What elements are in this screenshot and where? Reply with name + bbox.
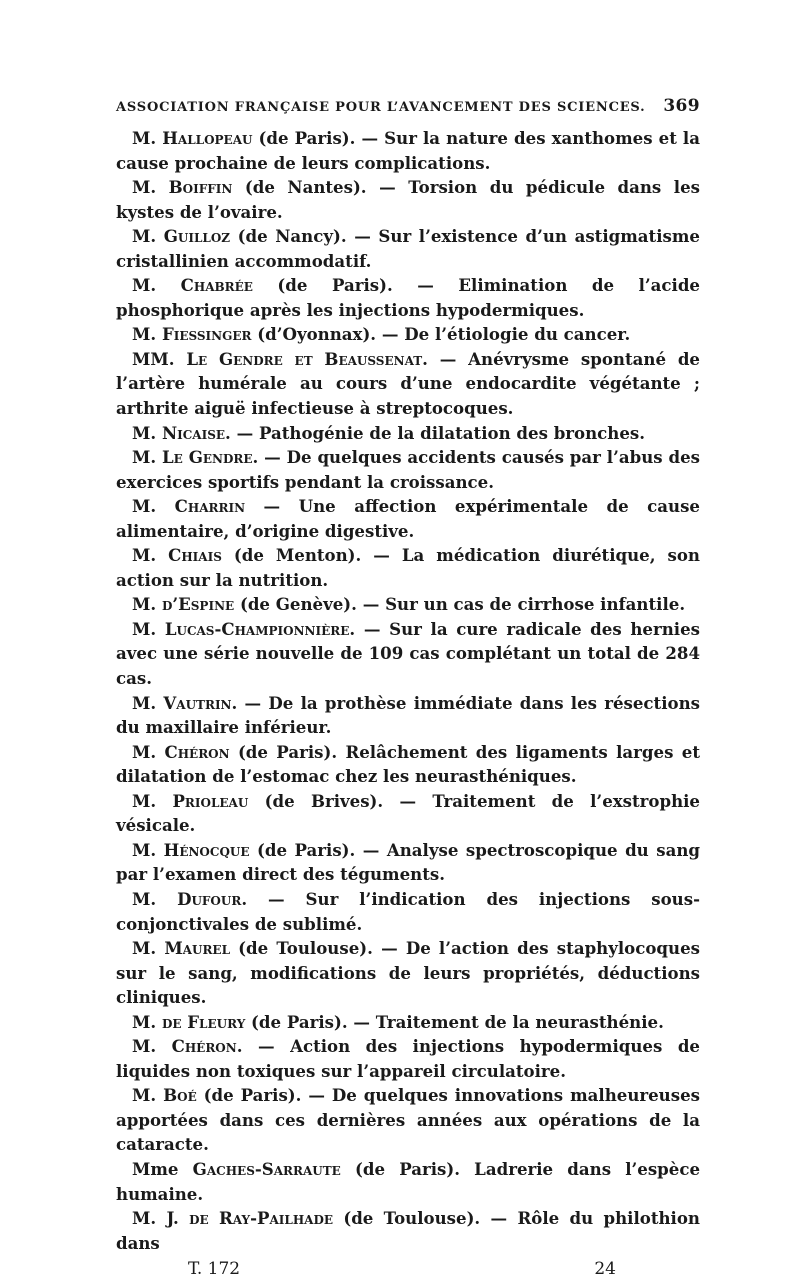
entry-title: (de Menton). — La médication diurétique, son action sur la nutrition. — [116, 545, 700, 590]
entry-title: (de Brives). — Traitement de l’exstrophie vésicale. — [116, 790, 700, 836]
running-head — [116, 96, 700, 118]
entry-title: (d’Oyonnax). — De l’étiologie du cancer. — [251, 324, 631, 345]
author-name: Maurel — [164, 938, 231, 959]
communication-entry — [116, 617, 700, 691]
entry-title: (de Paris). — Analyse spectroscopique du sang par l’examen direct des téguments. — [116, 839, 700, 885]
author-name: Guilloz — [163, 226, 231, 247]
communication-entry — [116, 445, 700, 494]
entry-prefix: M. — [132, 618, 165, 639]
communication-entry — [116, 740, 700, 789]
author-name: Chéron — [164, 741, 230, 762]
author-name: Lucas-Championnière — [164, 618, 350, 639]
entry-title: . — Action des injections hypodermiques de liquides non toxiques sur l’appareil circulatoire. — [116, 1036, 700, 1081]
communication-entry — [116, 322, 700, 347]
communication-entry — [116, 543, 700, 592]
communication-entry — [116, 838, 700, 887]
entry-title: . — Anévrysme spontané de l’artère humérale au cours d’une endocardite végétante ; arthrite aiguë infectieuse à streptocoques. — [116, 348, 700, 419]
page-footer — [116, 1259, 700, 1279]
communication-entry — [116, 421, 700, 446]
author-name: Hallopeau — [162, 128, 253, 148]
entry-prefix: M. — [132, 447, 163, 468]
entry-title: (de Paris). Ladrerie dans l’espèce humaine. — [116, 1158, 701, 1204]
entry-prefix: M. — [132, 226, 164, 247]
entry-title: . — Sur l’indication des injections sous-conjonctivales de sublimé. — [116, 888, 700, 934]
entry-prefix: M. — [132, 692, 164, 713]
communication-entry — [116, 936, 700, 1010]
entry-prefix: M. — [132, 275, 181, 296]
entry-prefix: M. — [132, 496, 175, 517]
entry-prefix: M. — [132, 177, 169, 198]
communication-entry — [116, 887, 700, 936]
author-name: Charrin — [174, 496, 246, 517]
author-name: Le Gendre — [162, 447, 253, 468]
entry-prefix: M. — [132, 839, 164, 860]
entry-prefix: M. — [132, 790, 173, 811]
author-name: de Fleury — [161, 1011, 246, 1032]
entry-prefix: M. — [132, 128, 163, 148]
entry-prefix: M. — [132, 594, 162, 615]
communication-entry — [116, 592, 700, 617]
entry-title: (de Paris). — Sur la nature des xanthomes et la cause prochaine de leurs complications. — [116, 128, 700, 173]
entry-prefix: M. — [132, 422, 162, 443]
author-name: d’Espine — [161, 594, 235, 615]
entry-title: (de Paris). — De quelques innovations malheureuses apportées dans ces dernières années aux opérations de la cataracte. — [116, 1085, 700, 1155]
author-name: Le Gendre et Beaussenat — [186, 348, 423, 369]
page-number: 369 — [663, 96, 700, 116]
communication-entry — [116, 224, 700, 273]
volume-number: T. 172 — [188, 1259, 241, 1279]
entry-title: (de Genève). — Sur un cas de cirrhose infantile. — [234, 594, 686, 615]
entry-title: . — De la prothèse immédiate dans les résections du maxillaire inférieur. — [116, 692, 700, 738]
author-name: Chabrée — [180, 275, 253, 296]
entry-prefix: M. — [132, 938, 165, 959]
signature-mark: 24 — [594, 1259, 616, 1279]
entry-prefix: M. — [132, 324, 162, 345]
author-name: Chéron — [171, 1036, 237, 1057]
author-name: Chiais — [168, 545, 222, 566]
communication-entry — [116, 1206, 700, 1255]
communication-entry — [116, 175, 700, 224]
communication-entry — [116, 691, 700, 740]
entry-prefix: M. — [132, 545, 169, 566]
entry-prefix: M. — [132, 1011, 162, 1032]
entry-title: (de Paris). — Traitement de la neurasthénie. — [245, 1011, 664, 1032]
entry-prefix: M. — [132, 1085, 164, 1106]
entry-prefix: M. — [132, 741, 165, 762]
entry-title: . — Pathogénie de la dilatation des bronches. — [225, 422, 646, 443]
entry-title: (de Nancy). — Sur l’existence d’un astigmatisme cristallinien accommodatif. — [116, 226, 700, 271]
communication-entry — [116, 273, 700, 322]
communication-entry — [116, 789, 700, 838]
author-name: Gaches-Sarraute — [192, 1158, 341, 1179]
communication-entry — [116, 1157, 700, 1206]
communication-entry — [116, 126, 700, 175]
communication-entry — [116, 494, 700, 543]
author-name: Boé — [163, 1085, 197, 1106]
author-name: Prioleau — [172, 790, 249, 811]
communication-entry — [116, 1083, 700, 1157]
running-head-title: ASSOCIATION FRANÇAISE POUR L’AVANCEMENT DES SCIENCES. — [116, 100, 646, 115]
communication-entry — [116, 347, 700, 421]
entry-title: . — Sur la cure radicale des hernies avec une série nouvelle de 109 cas complétant un total de 284 cas. — [116, 618, 700, 689]
author-name: Hénocque — [163, 839, 250, 860]
author-name: Vautrin — [163, 692, 232, 713]
entry-title: (de Nantes). — Torsion du pédicule dans les kystes de l’ovaire. — [116, 177, 700, 222]
entry-title: (de Paris). Relâchement des ligaments larges et dilatation de l’estomac chez les neurasthéniques. — [116, 741, 700, 787]
author-name: Fiessinger — [161, 324, 252, 345]
communications-list — [116, 126, 700, 1255]
entry-title: (de Toulouse). — De l’action des staphylocoques sur le sang, modifications de leurs propriétés, déductions cliniques. — [116, 938, 700, 1008]
author-name: Dufour — [177, 888, 242, 909]
entry-title: . — De quelques accidents causés par l’abus des exercices sportifs pendant la croissance. — [116, 447, 700, 492]
entry-title: (de Paris). — Elimination de l’acide phosphorique après les injections hypodermiques. — [116, 275, 700, 320]
entry-prefix: M. — [132, 888, 178, 909]
communication-entry — [116, 1010, 700, 1035]
entry-title: (de Toulouse). — Rôle du philothion dans — [116, 1208, 700, 1253]
author-name: Nicaise — [161, 422, 226, 443]
communication-entry — [116, 1034, 700, 1083]
author-name: Boiffin — [168, 177, 233, 198]
entry-prefix: Mme — [132, 1158, 193, 1179]
entry-prefix: M. J. — [132, 1208, 190, 1229]
entry-title: — Une affection expérimentale de cause alimentaire, d’origine digestive. — [116, 496, 700, 541]
author-name: de Ray-Pailhade — [189, 1208, 334, 1229]
entry-prefix: MM. — [132, 348, 187, 369]
entry-prefix: M. — [132, 1036, 172, 1057]
document-page — [116, 96, 700, 1279]
